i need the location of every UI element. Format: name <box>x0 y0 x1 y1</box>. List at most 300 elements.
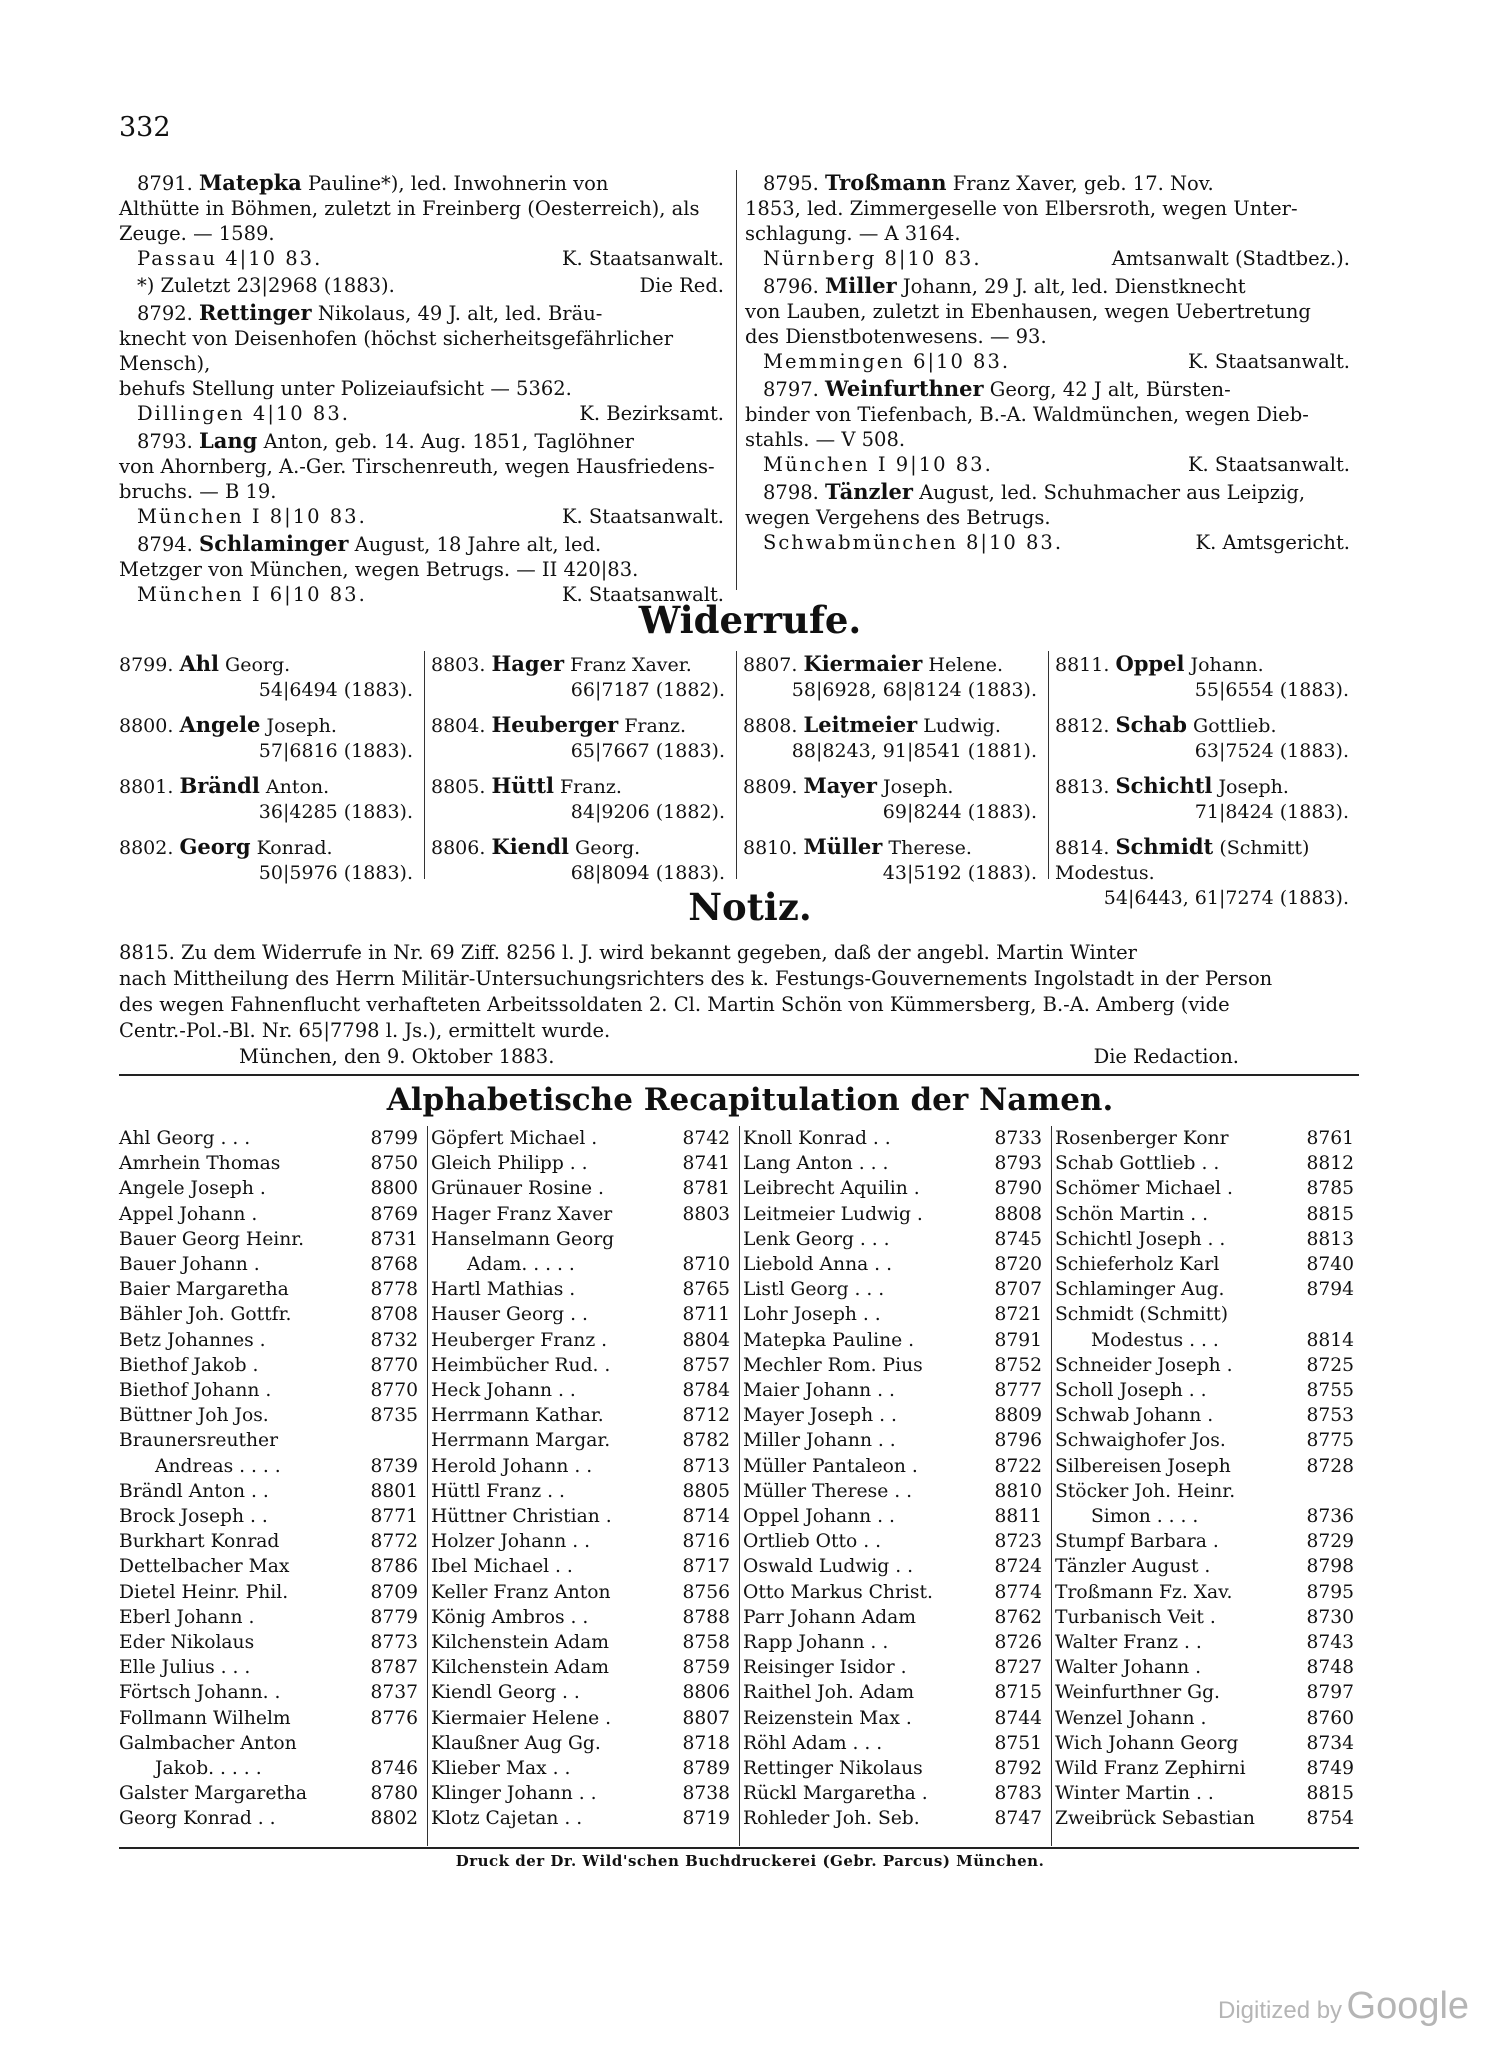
recap-name: Braunersreuther <box>119 1430 279 1452</box>
issuing-place-date: Schwabmünchen 8|10 83. <box>763 531 1064 554</box>
recap-number: 8814 <box>1306 1329 1354 1351</box>
recap-name: Kiendl Georg . . <box>431 1682 580 1704</box>
recap-item <box>119 1428 424 1453</box>
reference: 54|6443, 61|7274 (1883). <box>1103 887 1349 909</box>
reference: 58|6928, 68|8124 (1883). <box>791 679 1037 701</box>
recap-item <box>1055 1252 1360 1277</box>
recap-number: 8774 <box>994 1581 1042 1603</box>
recap-name: Schmidt (Schmitt) <box>1055 1304 1229 1326</box>
recap-item <box>431 1529 736 1554</box>
given-name: (Schmitt) Modestus. <box>1055 837 1310 884</box>
recap-name: Angele Joseph . <box>119 1178 266 1200</box>
widerruf-line <box>743 834 1045 861</box>
recap-item <box>119 1302 424 1327</box>
recap-name: Schieferholz Karl <box>1055 1254 1220 1276</box>
recap-number <box>414 1428 418 1453</box>
reference: 66|7187 (1882). <box>570 679 725 701</box>
widerruf-entry <box>1055 712 1357 764</box>
issuing-place-date: Dillingen 4|10 83. <box>137 402 350 425</box>
recap-item <box>743 1202 1048 1227</box>
recap-item <box>743 1504 1048 1529</box>
entry-number: 8797. <box>763 378 819 401</box>
recap-number: 8721 <box>994 1304 1042 1326</box>
recap-item <box>743 1680 1048 1705</box>
entry-line: Zeuge. — 1589. <box>119 222 275 245</box>
recap-item <box>119 1202 424 1227</box>
recap-item <box>1055 1806 1360 1831</box>
recap-number: 8752 <box>994 1354 1042 1376</box>
recap-item <box>1055 1781 1360 1806</box>
page-number: 332 <box>119 112 171 143</box>
recap-name: Winter Martin . . <box>1055 1783 1214 1805</box>
recap-name: Baier Margaretha <box>119 1279 289 1301</box>
recap-name: Bauer Johann . <box>119 1254 260 1276</box>
entry-number: 8794. <box>137 533 193 556</box>
recap-number: 8709 <box>370 1581 418 1603</box>
recap-item <box>431 1302 736 1327</box>
recap-item <box>119 1529 424 1554</box>
given-name: Franz. <box>560 776 622 798</box>
recap-number: 8742 <box>682 1128 730 1149</box>
recap-name: Maier Johann . . <box>743 1380 895 1402</box>
widerruf-entry <box>119 834 421 886</box>
recap-name: Rohleder Joh. Seb. <box>743 1808 920 1830</box>
recap-name: Herold Johann . . <box>431 1455 593 1477</box>
recap-name: Grünauer Rosine . <box>431 1178 604 1200</box>
recap-number: 8757 <box>682 1354 730 1376</box>
recap-number: 8728 <box>1306 1455 1354 1477</box>
recap-name: Oswald Ludwig . . <box>743 1556 914 1578</box>
issuing-authority: K. Staatsanwalt. <box>561 247 724 270</box>
recap-number: 8813 <box>1306 1228 1354 1250</box>
entry-number: 8802. <box>119 837 174 859</box>
entry-number: 8813. <box>1055 776 1110 798</box>
entry-line: des Dienstbotenwesens. — 93. <box>745 325 1047 348</box>
recap-item <box>431 1252 736 1277</box>
reference: 57|6816 (1883). <box>258 740 413 762</box>
recap-number: 8716 <box>682 1531 730 1553</box>
entry-text: August, led. Schuhmacher aus Leipzig, <box>919 481 1306 504</box>
recap-name: Rettinger Nikolaus <box>743 1758 923 1780</box>
recap-number: 8815 <box>1306 1203 1354 1225</box>
recap-number: 8795 <box>1306 1581 1354 1603</box>
recap-number: 8760 <box>1306 1707 1354 1729</box>
recap-name: Knoll Konrad . . <box>743 1128 891 1149</box>
recap-item <box>1055 1529 1360 1554</box>
recap-name: Silbereisen Joseph <box>1055 1455 1231 1477</box>
given-name: Franz. <box>624 715 687 737</box>
surname: Müller <box>803 834 883 859</box>
widerruf-line <box>743 651 1045 678</box>
recap-item <box>431 1605 736 1630</box>
recap-item <box>119 1680 424 1705</box>
recap-item <box>431 1454 736 1479</box>
notice-first-line <box>119 170 734 196</box>
recap-number: 8717 <box>682 1556 730 1578</box>
recap-item <box>119 1554 424 1579</box>
recap-number: 8798 <box>1306 1556 1354 1578</box>
recap-item <box>1055 1277 1360 1302</box>
recap-item <box>431 1227 736 1252</box>
recap-number: 8785 <box>1306 1178 1354 1200</box>
recap-item <box>743 1706 1048 1731</box>
surname: Leitmeier <box>803 712 918 737</box>
recap-name: Eberl Johann . <box>119 1606 255 1628</box>
widerruf-entry <box>431 712 733 764</box>
surname: Rettinger <box>199 300 312 325</box>
surname: Weinfurthner <box>825 376 984 401</box>
recap-item <box>119 1605 424 1630</box>
recap-item <box>1055 1353 1360 1378</box>
recap-item <box>743 1554 1048 1579</box>
entry-number: 8805. <box>431 776 486 798</box>
recap-item <box>743 1731 1048 1756</box>
notice-entry <box>745 170 1360 271</box>
surname: Matepka <box>199 170 302 195</box>
notice-first-line <box>745 376 1360 402</box>
recap-item <box>1055 1302 1360 1327</box>
issuing-authority: K. Staatsanwalt. <box>1187 350 1350 373</box>
footnote-text: *) Zuletzt 23|2968 (1883). <box>137 274 395 297</box>
recap-item <box>743 1302 1048 1327</box>
notiz-place-date: München, den 9. Oktober 1883. <box>239 1045 555 1068</box>
surname: Troßmann <box>825 170 947 195</box>
issuing-authority: K. Amtsgericht. <box>1195 531 1350 554</box>
recap-column <box>743 1126 1048 1832</box>
widerruf-entry <box>119 712 421 764</box>
widerruf-entry <box>119 773 421 825</box>
recap-item <box>743 1605 1048 1630</box>
entry-line: knecht von Deisenhofen (höchst sicherheitsgefährlicher Mensch), <box>119 327 674 375</box>
recap-name: Turbanisch Veit . <box>1055 1606 1216 1628</box>
entry-line: wegen Vergehens des Betrugs. <box>745 506 1051 529</box>
recap-name: Miller Johann . . <box>743 1430 896 1452</box>
recap-number: 8725 <box>1306 1354 1354 1376</box>
recap-item <box>743 1403 1048 1428</box>
google-logo: Google <box>1346 1985 1470 2027</box>
recap-item <box>1055 1554 1360 1579</box>
digitized-watermark <box>1218 1985 1469 2028</box>
reference: 69|8244 (1883). <box>882 801 1037 823</box>
notiz-line: Centr.-Pol.-Bl. Nr. 65|7798 l. Js.), ermittelt wurde. <box>119 1019 611 1042</box>
entry-line: binder von Tiefenbach, B.-A. Waldmünchen, wegen Dieb- <box>745 403 1309 426</box>
recap-number: 8812 <box>1306 1153 1354 1175</box>
recap-item <box>743 1454 1048 1479</box>
recap-number: 8719 <box>682 1808 730 1830</box>
recap-name: Weinfurthner Gg. <box>1055 1682 1220 1704</box>
recap-item <box>1055 1504 1360 1529</box>
recap-name: Stumpf Barbara . <box>1055 1531 1219 1553</box>
recap-number: 8738 <box>682 1783 730 1805</box>
recap-name: Matepka Pauline . <box>743 1329 915 1351</box>
column-divider <box>1048 651 1049 879</box>
given-name: Georg. <box>225 654 291 676</box>
surname: Hager <box>491 651 565 676</box>
recap-name: Förtsch Johann. . <box>119 1682 281 1704</box>
recap-number: 8772 <box>370 1531 418 1553</box>
recap-number: 8770 <box>370 1380 418 1402</box>
recap-name: Tänzler August . <box>1055 1556 1211 1578</box>
recap-item <box>1055 1680 1360 1705</box>
notice-first-line <box>745 170 1360 196</box>
entry-line: bruchs. — B 19. <box>119 480 277 503</box>
recap-item <box>431 1630 736 1655</box>
notiz-heading: Notiz. <box>688 885 812 929</box>
widerruf-line <box>1055 773 1357 800</box>
recap-name: Gleich Philipp . . <box>431 1153 588 1175</box>
reference: 71|8424 (1883). <box>1194 801 1349 823</box>
recap-name: Otto Markus Christ. <box>743 1581 933 1603</box>
recap-number <box>1350 1302 1354 1327</box>
recap-name: Klotz Cajetan . . <box>431 1808 583 1830</box>
surname: Oppel <box>1115 651 1185 676</box>
entry-line: stahls. — V 508. <box>745 428 906 451</box>
widerruf-line <box>431 712 733 739</box>
recap-name: Liebold Anna . . <box>743 1254 893 1276</box>
entry-line: von Lauben, zuletzt in Ebenhausen, wegen Uebertretung <box>745 300 1311 323</box>
entry-number: 8811. <box>1055 654 1110 676</box>
recap-name: Heimbücher Rud. . <box>431 1354 611 1376</box>
recap-number: 8724 <box>994 1556 1042 1578</box>
recap-name: Rückl Margaretha . <box>743 1783 928 1805</box>
entry-line: Althütte in Böhmen, zuletzt in Freinberg (Oesterreich), als <box>119 197 700 220</box>
reference: 65|7667 (1883). <box>570 740 725 762</box>
given-name: Johann. <box>1190 654 1264 676</box>
notices-section <box>119 170 1359 606</box>
recap-number: 8800 <box>370 1178 418 1200</box>
recap-name: Follmann Wilhelm <box>119 1707 291 1729</box>
recap-item <box>119 1806 424 1831</box>
recap-name: Ahl Georg . . . <box>119 1128 251 1149</box>
recap-number: 8791 <box>994 1329 1042 1351</box>
footnote <box>119 273 734 298</box>
notiz-signature: Die Redaction. <box>1093 1045 1239 1068</box>
recap-number: 8735 <box>370 1405 418 1427</box>
recap-number: 8799 <box>370 1128 418 1149</box>
entry-number: 8792. <box>137 302 193 325</box>
recap-name: Holzer Johann . . <box>431 1531 591 1553</box>
recap-name: Büttner Joh Jos. <box>119 1405 269 1427</box>
recap-number: 8715 <box>994 1682 1042 1704</box>
recap-number: 8729 <box>1306 1531 1354 1553</box>
recap-item <box>1055 1151 1360 1176</box>
widerruf-column <box>119 651 421 895</box>
widerruf-entry <box>1055 651 1357 703</box>
widerruf-entry <box>431 834 733 886</box>
entry-line: behufs Stellung unter Polizeiaufsicht — 5362. <box>119 377 572 400</box>
recap-number: 8777 <box>994 1380 1042 1402</box>
recap-item <box>119 1479 424 1504</box>
recap-number: 8765 <box>682 1279 730 1301</box>
recap-name: Leibrecht Aquilin . <box>743 1178 920 1200</box>
recap-item <box>431 1353 736 1378</box>
recap-number: 8743 <box>1306 1632 1354 1654</box>
recap-name: Schwab Johann . <box>1055 1405 1214 1427</box>
recap-number: 8775 <box>1306 1430 1354 1452</box>
widerruf-entry <box>431 651 733 703</box>
widerruf-entry <box>743 834 1045 886</box>
printer-imprint: Druck der Dr. Wild'schen Buchdruckerei (Gebr. Parcus) München. <box>455 1852 1045 1870</box>
recap-item <box>743 1630 1048 1655</box>
widerruf-line <box>431 651 733 678</box>
recap-item <box>431 1806 736 1831</box>
entry-number: 8809. <box>743 776 798 798</box>
recap-name: Wenzel Johann . <box>1055 1707 1207 1729</box>
recap-name: Jakob. . . . . <box>155 1758 262 1780</box>
recap-number: 8768 <box>370 1254 418 1276</box>
recap-number: 8736 <box>1306 1506 1354 1528</box>
recap-item <box>119 1227 424 1252</box>
recap-item <box>1055 1227 1360 1252</box>
given-name: Joseph. <box>882 776 954 798</box>
recap-number: 8771 <box>370 1506 418 1528</box>
recap-item <box>119 1176 424 1201</box>
recap-name: Georg Konrad . . <box>119 1808 276 1830</box>
recap-item <box>431 1781 736 1806</box>
recap-number: 8806 <box>682 1682 730 1704</box>
recap-name: Simon . . . . <box>1091 1506 1199 1528</box>
recap-number: 8776 <box>370 1707 418 1729</box>
recap-item <box>119 1353 424 1378</box>
issuing-authority: K. Staatsanwalt. <box>561 505 724 528</box>
recap-name: Elle Julius . . . <box>119 1657 251 1679</box>
recap-number: 8708 <box>370 1304 418 1326</box>
recap-item <box>743 1378 1048 1403</box>
recap-number: 8755 <box>1306 1380 1354 1402</box>
recap-item <box>1055 1378 1360 1403</box>
signature-line <box>745 349 1360 374</box>
recap-number: 8788 <box>682 1606 730 1628</box>
entry-number: 8800. <box>119 715 174 737</box>
recap-number: 8792 <box>994 1758 1042 1780</box>
recap-number: 8797 <box>1306 1682 1354 1704</box>
recap-item <box>119 1328 424 1353</box>
recap-item <box>119 1781 424 1806</box>
recap-number: 8758 <box>682 1632 730 1654</box>
recap-number: 8789 <box>682 1758 730 1780</box>
notices-right-column <box>745 170 1360 557</box>
recap-name: Schab Gottlieb . . <box>1055 1153 1220 1175</box>
recap-item <box>119 1454 424 1479</box>
recap-name: Mechler Rom. Pius <box>743 1354 923 1376</box>
entry-number: 8814. <box>1055 837 1110 859</box>
recap-name: Hüttner Christian . <box>431 1506 612 1528</box>
recap-item <box>119 1252 424 1277</box>
recap-number: 8756 <box>682 1581 730 1603</box>
recap-item <box>119 1403 424 1428</box>
recap-name: Wild Franz Zephirni <box>1055 1758 1246 1780</box>
issuing-authority: K. Staatsanwalt. <box>561 583 724 606</box>
recap-number: 8712 <box>682 1405 730 1427</box>
recap-name: Dettelbacher Max <box>119 1556 290 1578</box>
recap-item <box>1055 1126 1360 1151</box>
signature-line <box>745 246 1360 271</box>
reference: 68|8094 (1883). <box>570 862 725 884</box>
issuing-place-date: München I 6|10 83. <box>137 583 367 606</box>
recap-name: Lohr Joseph . . <box>743 1304 881 1326</box>
recap-item <box>743 1806 1048 1831</box>
recap-item <box>119 1756 424 1781</box>
notice-entry <box>119 170 734 271</box>
recap-number: 8770 <box>370 1354 418 1376</box>
given-name: Joseph. <box>266 715 337 737</box>
recap-number: 8733 <box>994 1128 1042 1149</box>
recap-item <box>743 1756 1048 1781</box>
recap-name: Kilchenstein Adam <box>431 1657 609 1679</box>
recap-number: 8769 <box>370 1203 418 1225</box>
notiz-line: 8815. Zu dem Widerrufe in Nr. 69 Ziff. 8256 l. J. wird bekannt gegeben, daß der angebl. Martin Winter <box>119 941 1138 964</box>
recap-name: Parr Johann Adam <box>743 1606 916 1628</box>
widerruf-line <box>743 773 1045 800</box>
recap-item <box>1055 1655 1360 1680</box>
reference: 84|9206 (1882). <box>570 801 725 823</box>
entry-text: Georg, 42 J alt, Bürsten- <box>989 378 1231 401</box>
recap-number: 8787 <box>370 1657 418 1679</box>
recap-name: Burkhart Konrad <box>119 1531 280 1553</box>
recap-index <box>119 1126 1359 1846</box>
recap-item <box>119 1706 424 1731</box>
recap-number: 8811 <box>994 1506 1042 1528</box>
recap-name: Galmbacher Anton <box>119 1732 297 1754</box>
entry-number: 8803. <box>431 654 486 676</box>
recap-name: Schlaminger Aug. <box>1055 1279 1225 1301</box>
given-name: Therese. <box>888 837 972 859</box>
surname: Kiermaier <box>803 651 923 676</box>
widerruf-entry <box>119 651 421 703</box>
given-name: Helene. <box>928 654 1004 676</box>
recap-number: 8710 <box>682 1254 730 1276</box>
recap-name: Brock Joseph . . <box>119 1506 268 1528</box>
signature-line <box>745 530 1360 555</box>
recap-item <box>431 1151 736 1176</box>
recap-item <box>431 1756 736 1781</box>
recap-name: Adam. . . . . <box>467 1254 575 1276</box>
recap-number: 8753 <box>1306 1405 1354 1427</box>
recap-name: Reizenstein Max . <box>743 1707 912 1729</box>
entry-text: Pauline*), led. Inwohnerin von <box>308 172 609 195</box>
recap-number: 8751 <box>994 1732 1042 1754</box>
signature-line <box>119 246 734 271</box>
recap-column <box>119 1126 424 1832</box>
recap-item <box>743 1252 1048 1277</box>
recap-number: 8720 <box>994 1254 1042 1276</box>
recap-name: Reisinger Isidor . <box>743 1657 907 1679</box>
widerruf-entry <box>743 651 1045 703</box>
recap-item <box>743 1328 1048 1353</box>
recap-number: 8726 <box>994 1632 1042 1654</box>
surname: Heuberger <box>491 712 619 737</box>
entry-text: Franz Xaver, geb. 17. Nov. <box>952 172 1214 195</box>
entry-number: 8791. <box>137 172 193 195</box>
recap-item <box>431 1706 736 1731</box>
recap-name: Biethof Jakob . <box>119 1354 259 1376</box>
recap-name: Hanselmann Georg <box>431 1228 615 1250</box>
entry-number: 8810. <box>743 837 798 859</box>
recap-name: Raithel Joh. Adam <box>743 1682 915 1704</box>
recap-item <box>119 1630 424 1655</box>
issuing-place-date: Nürnberg 8|10 83. <box>763 247 982 270</box>
column-divider <box>424 651 425 879</box>
recap-name: Eder Nikolaus <box>119 1632 255 1654</box>
recap-name: Schömer Michael . <box>1055 1178 1233 1200</box>
recap-item <box>1055 1328 1360 1353</box>
recap-number: 8773 <box>370 1632 418 1654</box>
entry-number: 8799. <box>119 654 174 676</box>
given-name: Georg. <box>575 837 641 859</box>
recap-item <box>1055 1605 1360 1630</box>
reference: 88|8243, 91|8541 (1881). <box>791 740 1037 762</box>
recap-name: Galster Margaretha <box>119 1783 308 1805</box>
